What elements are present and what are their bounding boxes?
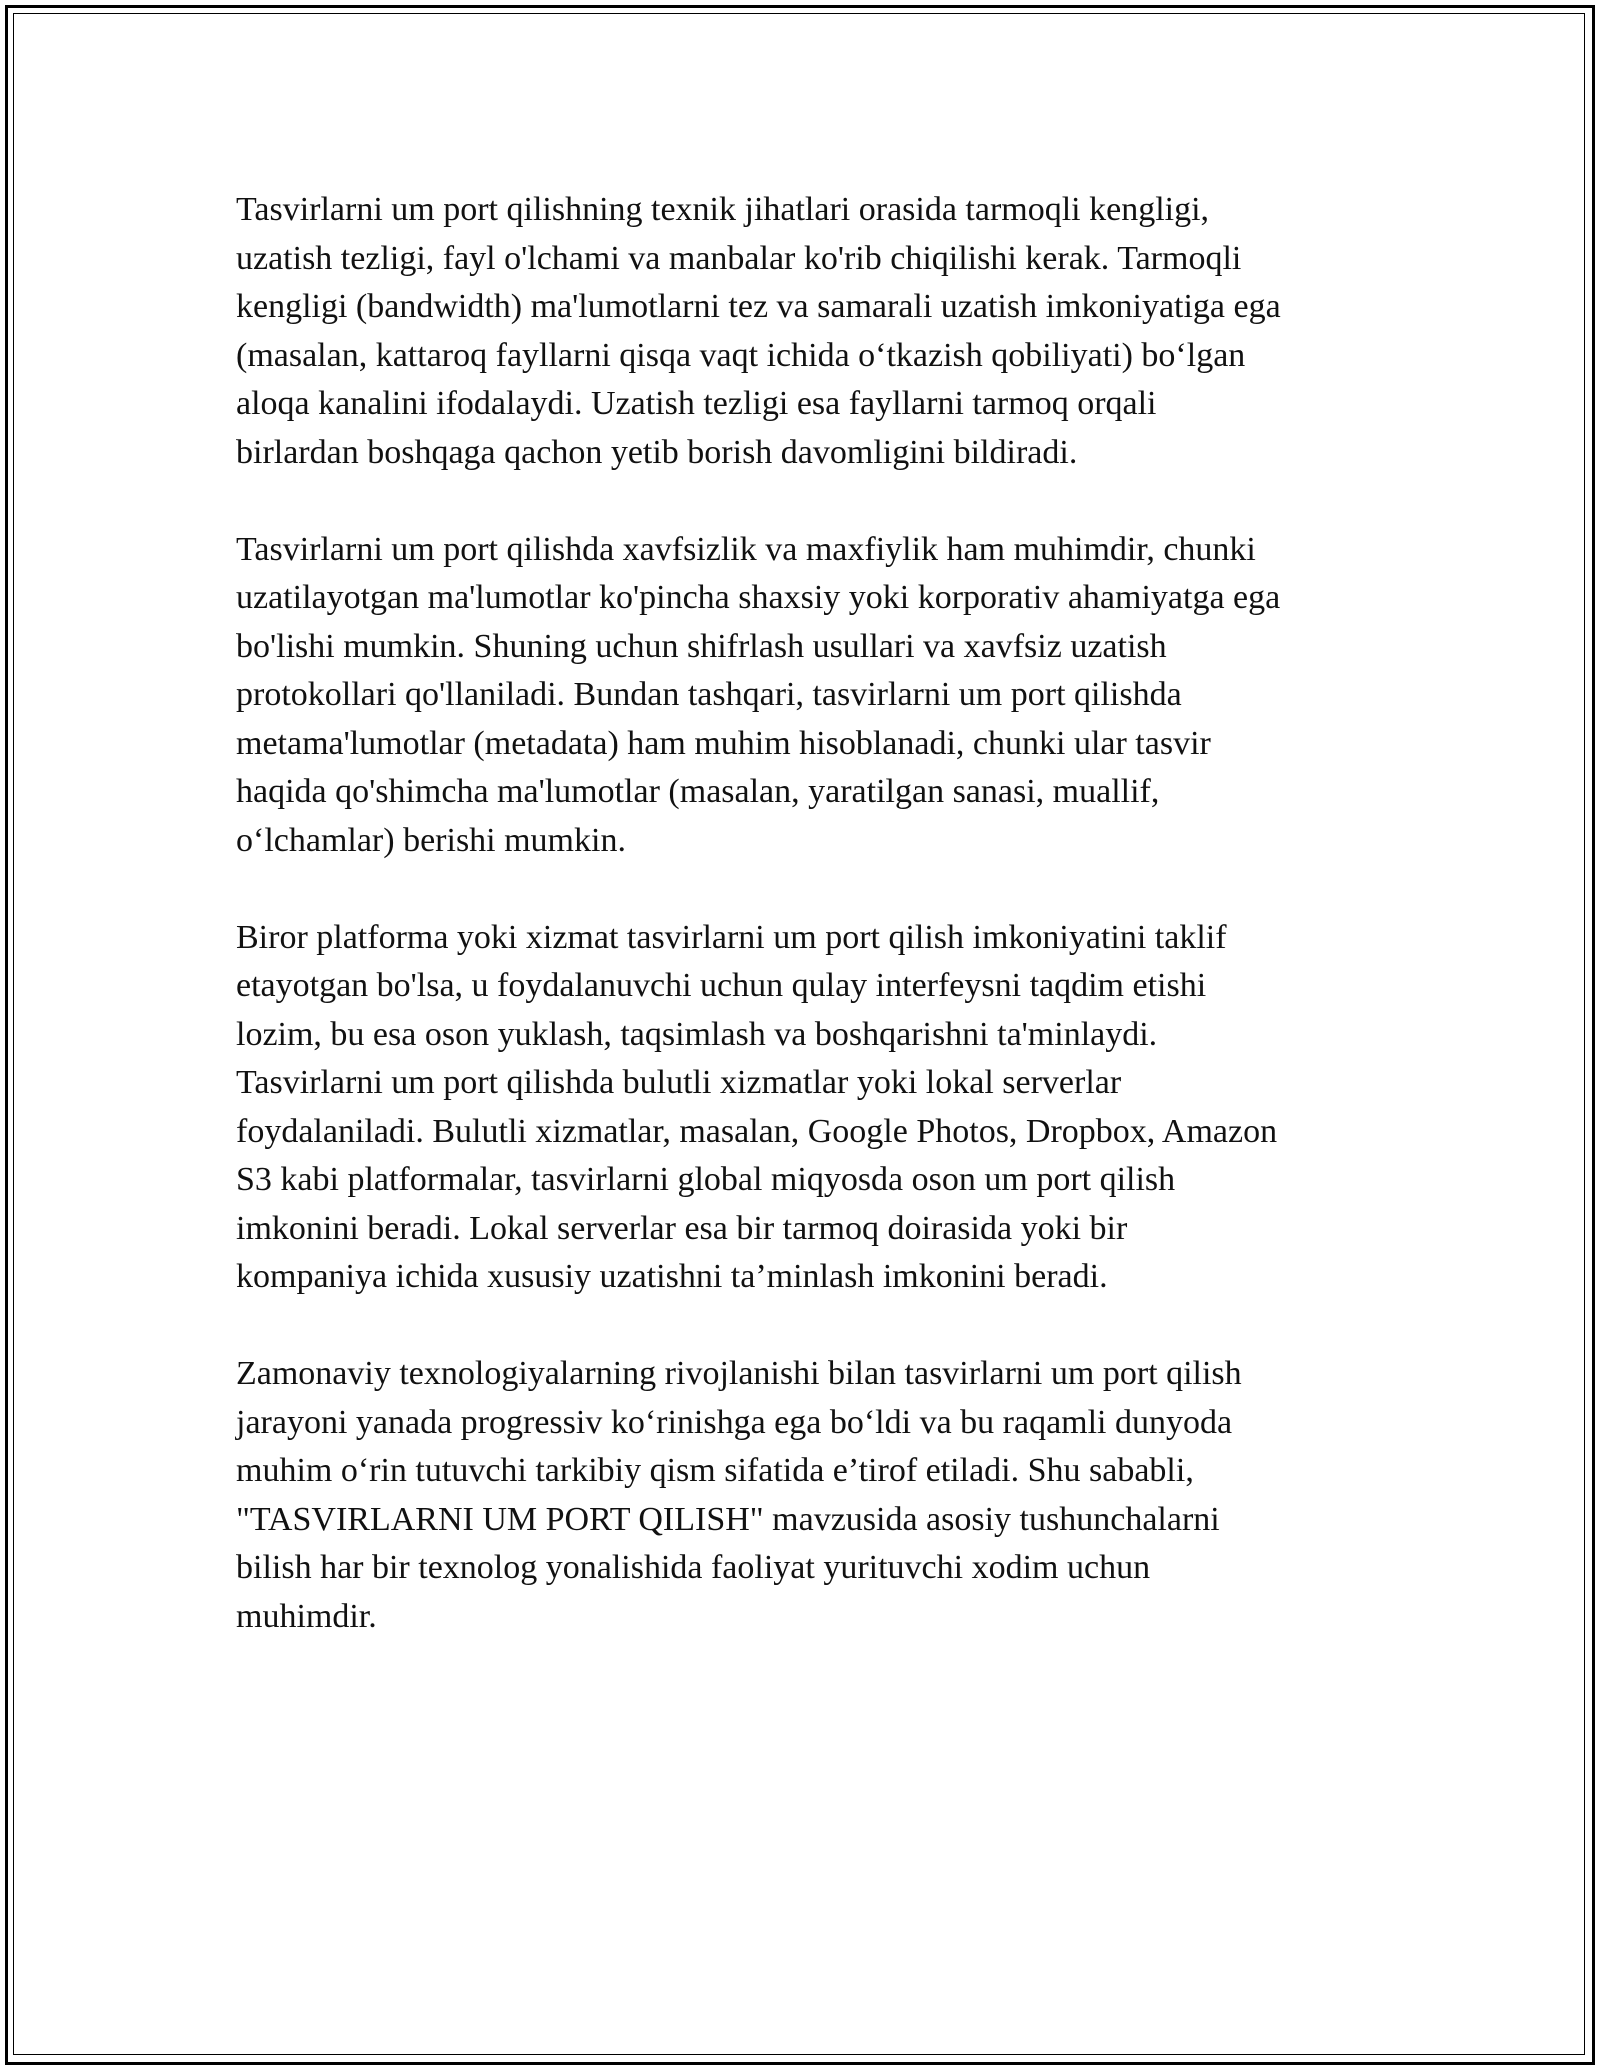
text-line: Tasvirlarni um port qilishning texnik jihatlari orasida tarmoqli kengligi, [236,191,1210,228]
text-line: lozim, bu esa oson yuklash, taqsimlash va boshqarishni ta'minlaydi. [236,1015,1158,1053]
text-line: uzatilayotgan ma'lumotlar ko'pincha shaxsiy yoki korporativ ahamiyatga ega [236,579,1281,616]
text-line: imkonini beradi. Lokal serverlar esa bir tarmoq doirasida yoki bir [236,1209,1128,1247]
text-line: Zamonaviy texnologiyalarning rivojlanishi bilan tasvirlarni um port qilish [236,1355,1242,1392]
text-line: haqida qo'shimcha ma'lumotlar (masalan, yaratilgan sanasi, muallif, [236,773,1160,810]
text-line: Tasvirlarni um port qilishda bulutli xizmatlar yoki lokal serverlar [236,1064,1122,1101]
text-line: aloqa kanalini ifodalaydi. Uzatish tezligi esa fayllarni tarmoq orqali [236,385,1157,422]
text-line: muhim o‘rin tutuvchi tarkibiy qism sifatida e’tirof etiladi. Shu sababli, [236,1452,1194,1489]
text-line: etayotgan bo'lsa, u foydalanuvchi uchun qulay interfeysni taqdim etishi [236,967,1207,1004]
text-line: jarayoni yanada progressiv ko‘rinishga ega bo‘ldi va bu raqamli dunyoda [236,1403,1233,1441]
text-line: kengligi (bandwidth) ma'lumotlarni tez va samarali uzatish imkoniyatiga ega [236,288,1281,325]
text-line: foydalaniladi. Bulutli xizmatlar, masalan, Google Photos, Dropbox, Amazon [236,1112,1278,1150]
text-line: "TASVIRLARNI UM PORT QILISH" mavzusida asosiy tushunchalarni [236,1500,1220,1538]
paragraph-platforms [236,914,1368,1302]
text-line: birlardan boshqaga qachon yetib borish davomligini bildiradi. [236,433,1078,471]
text-line: muhimdir. [236,1597,377,1635]
text-line: (masalan, kattaroq fayllarni qisqa vaqt ichida o‘tkazish qobiliyati) bo‘lgan [236,336,1246,374]
document-body [236,186,1368,1690]
paragraph-security [236,526,1368,866]
text-line: Biror platforma yoki xizmat tasvirlarni um port qilish imkoniyatini taklif [236,918,1227,956]
text-line: S3 kabi platformalar, tasvirlarni global miqyosda oson um port qilish [236,1161,1176,1198]
text-line: kompaniya ichida xususiy uzatishni ta’minlash imkonini beradi. [236,1258,1108,1295]
text-line: metama'lumotlar (metadata) ham muhim hisoblanadi, chunki ular tasvir [236,724,1211,762]
text-line: o‘lchamlar) berishi mumkin. [236,821,626,859]
text-line: protokollari qo'llaniladi. Bundan tashqari, tasvirlarni um port qilishda [236,676,1182,713]
text-line: Tasvirlarni um port qilishda xavfsizlik va maxfiylik ham muhimdir, chunki [236,530,1256,568]
text-line: bilish har bir texnolog yonalishida faoliyat yurituvchi xodim uchun [236,1549,1151,1586]
text-line: uzatish tezligi, fayl o'lchami va manbalar ko'rib chiqilishi kerak. Tarmoqli [236,239,1242,277]
text-line: bo'lishi mumkin. Shuning uchun shifrlash usullari va xavfsiz uzatish [236,627,1167,665]
paragraph-conclusion [236,1350,1368,1641]
paragraph-technical-aspects [236,186,1368,477]
